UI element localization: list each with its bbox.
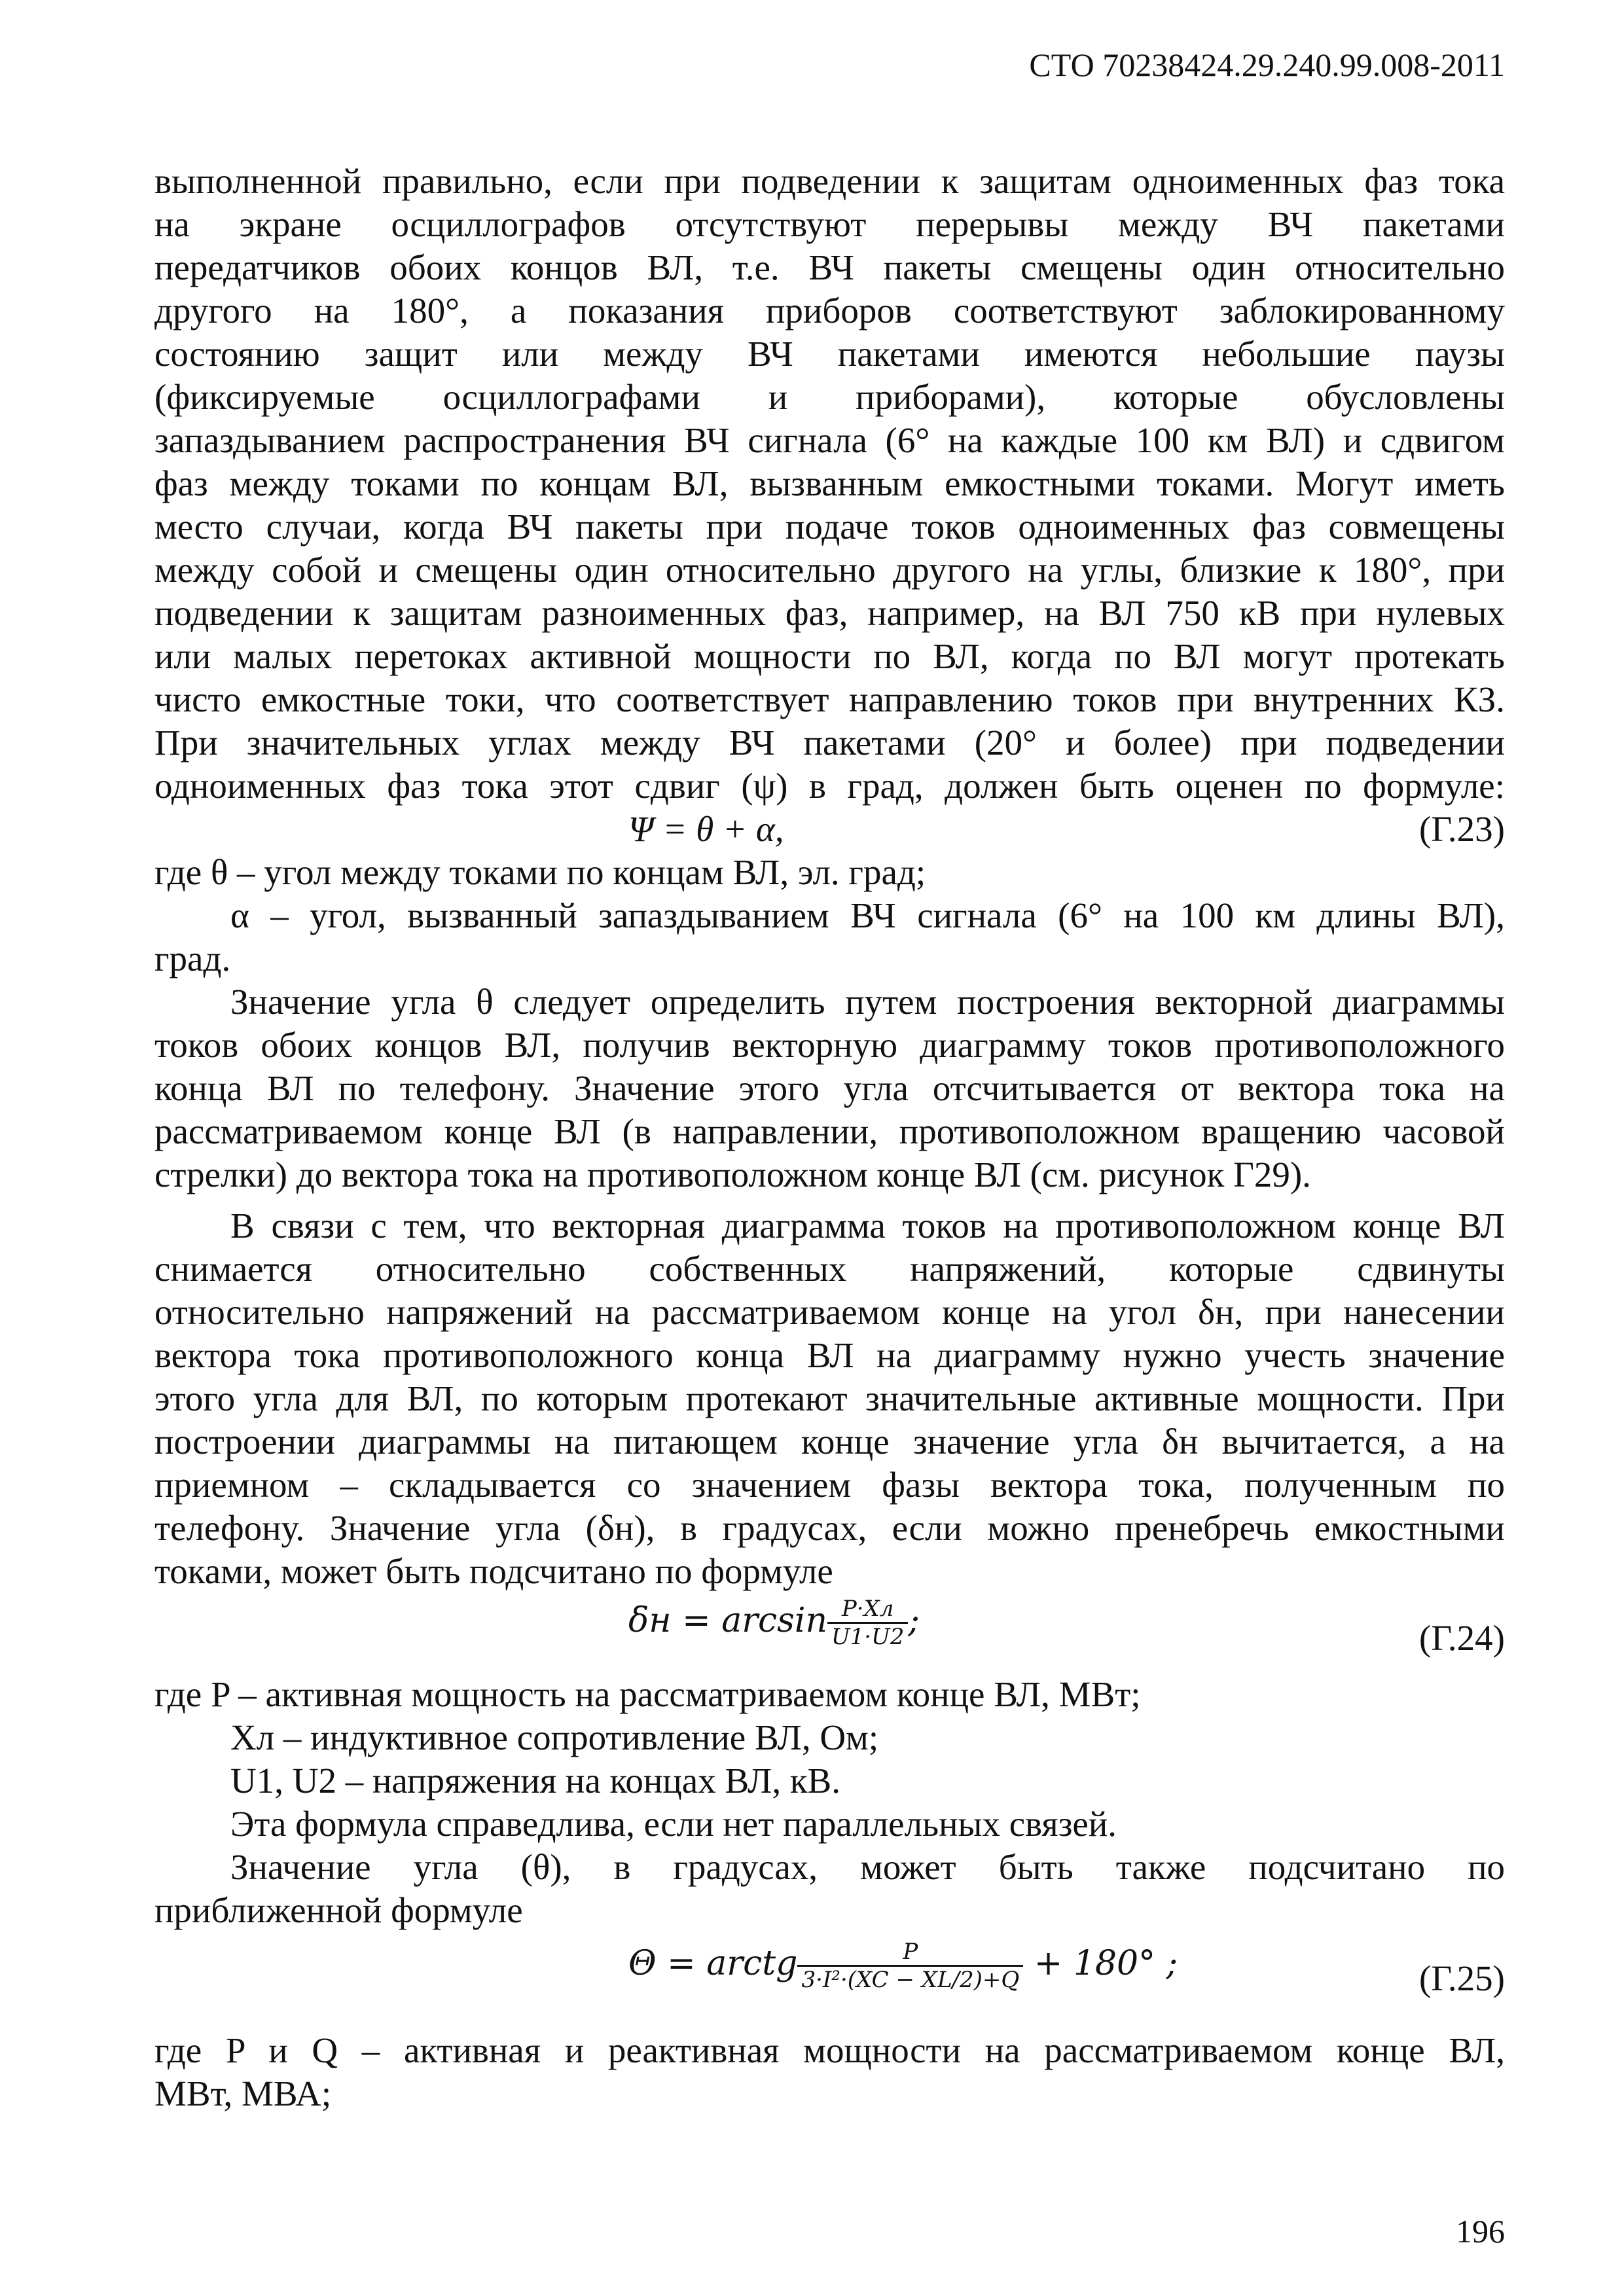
text-line: на экране осциллографов отсутствуют перерывы между ВЧ пакетами <box>154 204 1505 244</box>
formula-number-g24: (Г.24) <box>1419 1618 1505 1658</box>
text-line: между собой и смещены один относительно другого на углы, близкие к 180°, при <box>154 550 1505 590</box>
formula-g24 <box>628 1596 920 1650</box>
text-line: Значение угла θ следует определить путем построения векторной диаграммы <box>230 982 1505 1022</box>
text-line: или малых перетоках активной мощности по ВЛ, когда по ВЛ могут протекать <box>154 636 1505 676</box>
formula-g24-fraction <box>827 1596 908 1650</box>
text-line: снимается относительно собственных напряжений, которые сдвинуты <box>154 1249 1505 1289</box>
formula-g24-denominator: U1·U2 <box>831 1624 905 1650</box>
text-line: стрелки) до вектора тока на противоположном конце ВЛ (см. рисунок Г29). <box>154 1155 1311 1194</box>
text-line: Значение угла (θ), в градусах, может быть также подсчитано по <box>230 1847 1505 1887</box>
text-line: передатчиков обоих концов ВЛ, т.е. ВЧ пакеты смещены один относительно <box>154 247 1505 287</box>
formula-g25-fraction <box>797 1939 1023 1993</box>
document-header: СТО 70238424.29.240.99.008-2011 <box>1029 46 1505 83</box>
formula-g25-numerator: P <box>797 1939 1023 1967</box>
formula-g25 <box>628 1939 1178 1993</box>
text-line: подведении к защитам разноименных фаз, например, на ВЛ 750 кВ при нулевых <box>154 593 1505 633</box>
text-line: состоянию защит или между ВЧ пакетами имеются небольшие паузы <box>154 334 1505 374</box>
where-p: где P – активная мощность на рассматриваемом конце ВЛ, МВт; <box>154 1674 1141 1714</box>
formula-g25-tail: + 180° ; <box>1034 1944 1178 1983</box>
formula-g25-lhs: Θ = arctg <box>628 1944 798 1983</box>
text-line: построении диаграммы на питающем конце значение угла δн вычитается, а на <box>154 1422 1505 1462</box>
text-line: другого на 180°, а показания приборов соответствуют заблокированному <box>154 291 1505 331</box>
formula-g25-denominator: 3·I²·(XC − XL/2)+Q <box>801 1967 1020 1993</box>
formula-g23: Ψ = θ + α, <box>628 809 784 849</box>
text-line: чисто емкостные токи, что соответствует направлению токов при внутренних КЗ. <box>154 679 1505 719</box>
text-line: токов обоих концов ВЛ, получив векторную диаграмму токов противоположного <box>154 1025 1505 1065</box>
text-line: Эта формула справедлива, если нет параллельных связей. <box>230 1804 1117 1844</box>
where-xl: Xл – индуктивное сопротивление ВЛ, Ом; <box>230 1717 879 1757</box>
text-line: рассматриваемом конце ВЛ (в направлении, противоположном вращению часовой <box>154 1111 1505 1151</box>
text-line: одноименных фаз тока этот сдвиг (ψ) в град, должен быть оценен по формуле: <box>154 766 1505 806</box>
text-line: приближенной формуле <box>154 1890 523 1930</box>
formula-g24-lhs: δн = arcsin <box>628 1601 827 1640</box>
text-line: выполненной правильно, если при подведении к защитам одноименных фаз тока <box>154 161 1505 201</box>
formula-g24-numerator: P·Xл <box>827 1596 908 1624</box>
text-line: вектора тока противоположного конца ВЛ на диаграмму нужно учесть значение <box>154 1335 1505 1375</box>
text-line: конца ВЛ по телефону. Значение этого угла отсчитывается от вектора тока на <box>154 1068 1505 1108</box>
text-line: токами, может быть подсчитано по формуле <box>154 1551 833 1591</box>
text-line: В связи с тем, что векторная диаграмма токов на противоположном конце ВЛ <box>230 1206 1505 1246</box>
where-theta: где θ – угол между токами по концам ВЛ, эл. град; <box>154 852 926 892</box>
page-number: 196 <box>1456 2213 1505 2250</box>
text-line: фаз между токами по концам ВЛ, вызванным емкостными токами. Могут иметь <box>154 463 1505 503</box>
text-line: место случаи, когда ВЧ пакеты при подаче токов одноименных фаз совмещены <box>154 507 1505 547</box>
formula-number-g25: (Г.25) <box>1419 1958 1505 1998</box>
where-u: U1, U2 – напряжения на концах ВЛ, кВ. <box>230 1761 840 1801</box>
formula-number-g23: (Г.23) <box>1419 809 1505 849</box>
where-pq: где P и Q – активная и реактивная мощности на рассматриваемом конце ВЛ, <box>154 2030 1505 2070</box>
text-line: приемном – складывается со значением фазы вектора тока, полученным по <box>154 1465 1505 1505</box>
text-line: этого угла для ВЛ, по которым протекают значительные активные мощности. При <box>154 1378 1505 1418</box>
text-line: телефону. Значение угла (δн), в градусах, если можно пренебречь емкостными <box>154 1508 1505 1548</box>
formula-g24-tail: ; <box>908 1601 920 1640</box>
where-alpha-cont: град. <box>154 939 231 978</box>
where-alpha: α – угол, вызванный запаздыванием ВЧ сигнала (6° на 100 км длины ВЛ), <box>230 895 1505 935</box>
text-line: (фиксируемые осциллографами и приборами), которые обусловлены <box>154 377 1505 417</box>
text-line: запаздыванием распространения ВЧ сигнала (6° на каждые 100 км ВЛ) и сдвигом <box>154 420 1505 460</box>
text-line: относительно напряжений на рассматриваемом конце на угол δн, при нанесении <box>154 1292 1505 1332</box>
text-line: МВт, МВА; <box>154 2073 332 2113</box>
text-line: При значительных углах между ВЧ пакетами (20° и более) при подведении <box>154 723 1505 762</box>
